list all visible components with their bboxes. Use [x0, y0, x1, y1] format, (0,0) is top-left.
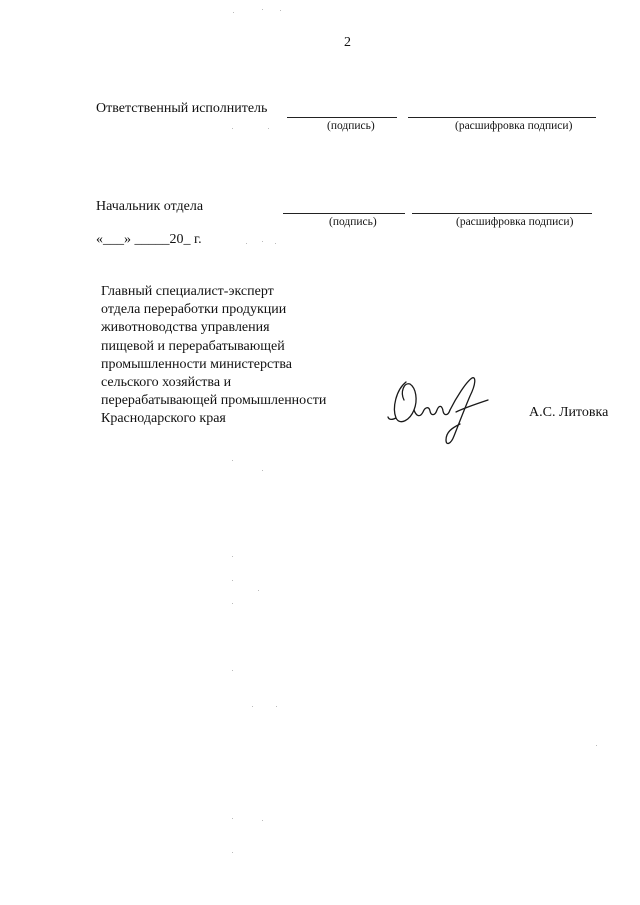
head-of-department-label: Начальник отдела	[96, 199, 204, 214]
position-line: животноводства управления	[101, 320, 270, 336]
position-line: сельского хозяйства и	[101, 375, 232, 391]
responsible-signature-caption: (подпись)	[327, 120, 375, 132]
responsible-executor-label: Ответственный исполнитель	[96, 101, 268, 116]
signatory-name: А.С. Литовка	[529, 405, 609, 420]
position-line: пищевой и перерабатывающей	[101, 338, 285, 354]
head-signature-line	[283, 213, 405, 214]
page-number: 2	[344, 35, 351, 50]
date-template: «___» _____20_ г.	[96, 232, 202, 247]
head-decoding-caption: (расшифровка подписи)	[456, 216, 574, 228]
handwritten-signature	[386, 370, 496, 450]
position-line: отдела переработки продукции	[101, 302, 287, 318]
head-decoding-line	[412, 213, 592, 214]
signatory-position	[101, 283, 326, 429]
responsible-decoding-line	[408, 117, 596, 118]
responsible-signature-line	[287, 117, 397, 118]
position-line: перерабатывающей промышленности	[101, 393, 327, 409]
responsible-decoding-caption: (расшифровка подписи)	[455, 120, 573, 132]
position-line: Краснодарского края	[101, 411, 226, 427]
position-line: промышленности министерства	[101, 356, 292, 372]
head-signature-caption: (подпись)	[329, 216, 377, 228]
position-line: Главный специалист-эксперт	[101, 284, 274, 299]
